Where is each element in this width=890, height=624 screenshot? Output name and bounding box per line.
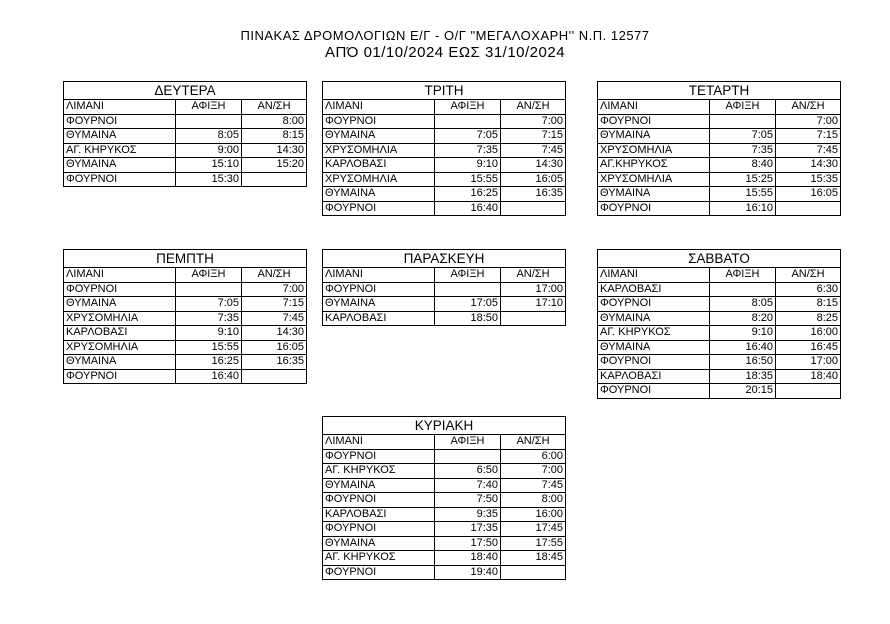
table-row (64, 355, 307, 370)
column-header-port: ΛΙΜΑΝΙ (64, 268, 176, 283)
port-cell: ΚΑΡΛΟΒΑΣΙ (323, 311, 435, 326)
departure-cell: 14:30 (242, 326, 307, 341)
port-cell: ΦΟΥΡΝΟΙ (323, 493, 435, 508)
port-cell: ΦΟΥΡΝΟΙ (598, 114, 710, 129)
day-heading: ΚΥΡΙΑΚΗ (323, 417, 566, 435)
table-row (64, 297, 307, 312)
column-header-departure: ΑΝ/ΣΗ (501, 100, 566, 115)
departure-cell: 16:00 (501, 507, 566, 522)
table-row (598, 340, 841, 355)
departure-cell: 16:05 (501, 172, 566, 187)
departure-cell: 7:45 (242, 311, 307, 326)
departure-cell: 8:00 (242, 114, 307, 129)
port-cell: ΘΥΜΑΙΝΑ (598, 187, 710, 202)
table-row (323, 478, 566, 493)
table-row (598, 282, 841, 297)
table-row (323, 493, 566, 508)
port-cell: ΑΓ.ΚΗΡΥΚΟΣ (598, 158, 710, 173)
port-cell: ΘΥΜΑΙΝΑ (323, 297, 435, 312)
port-cell: ΘΥΜΑΙΝΑ (323, 536, 435, 551)
port-cell: ΚΑΡΛΟΒΑΣΙ (323, 507, 435, 522)
arrival-cell: 15:55 (710, 187, 776, 202)
day-heading: ΣΑΒΒΑΤΟ (598, 250, 841, 268)
arrival-cell: 19:40 (435, 565, 501, 580)
column-header-row (323, 268, 566, 283)
port-cell: ΧΡΥΣΟΜΗΛΙΑ (64, 311, 176, 326)
departure-cell: 6:30 (776, 282, 841, 297)
table-row (64, 143, 307, 158)
arrival-cell: 9:10 (710, 326, 776, 341)
arrival-cell: 16:40 (176, 369, 242, 384)
table-row (323, 464, 566, 479)
departure-cell: 18:45 (501, 551, 566, 566)
table-row (598, 311, 841, 326)
port-cell: ΧΡΥΣΟΜΗΛΙΑ (598, 172, 710, 187)
port-cell: ΦΟΥΡΝΟΙ (323, 201, 435, 216)
arrival-cell: 16:10 (710, 201, 776, 216)
table-row (64, 282, 307, 297)
table-row (323, 158, 566, 173)
departure-cell: 17:55 (501, 536, 566, 551)
port-cell: ΑΓ. ΚΗΡΥΚΟΣ (64, 143, 176, 158)
column-header-row (323, 100, 566, 115)
departure-cell: 7:00 (776, 114, 841, 129)
departure-cell: 7:45 (501, 143, 566, 158)
column-header-row (64, 100, 307, 115)
arrival-cell: 16:25 (176, 355, 242, 370)
arrival-cell (435, 282, 501, 297)
table-row (323, 172, 566, 187)
column-header-departure: ΑΝ/ΣΗ (776, 268, 841, 283)
arrival-cell (710, 114, 776, 129)
arrival-cell: 9:10 (435, 158, 501, 173)
arrival-cell: 8:40 (710, 158, 776, 173)
schedule-table-wednesday (597, 81, 841, 216)
column-header-departure: ΑΝ/ΣΗ (501, 268, 566, 283)
column-header-arrival: ΑΦΙΞΗ (710, 268, 776, 283)
table-row (323, 201, 566, 216)
port-cell: ΧΡΥΣΟΜΗΛΙΑ (323, 172, 435, 187)
arrival-cell: 9:00 (176, 143, 242, 158)
schedule-table-thursday (63, 249, 307, 384)
table-row (598, 143, 841, 158)
table-row (64, 326, 307, 341)
departure-cell: 16:05 (776, 187, 841, 202)
departure-cell (242, 172, 307, 187)
schedule-table-sunday (322, 416, 566, 580)
departure-cell: 17:10 (501, 297, 566, 312)
arrival-cell: 16:50 (710, 355, 776, 370)
arrival-cell (435, 114, 501, 129)
port-cell: ΦΟΥΡΝΟΙ (64, 369, 176, 384)
departure-cell: 14:30 (242, 143, 307, 158)
departure-cell: 8:15 (242, 129, 307, 144)
port-cell: ΚΑΡΛΟΒΑΣΙ (323, 158, 435, 173)
table-row (323, 129, 566, 144)
table-row (323, 187, 566, 202)
table-row (598, 201, 841, 216)
column-header-row (598, 268, 841, 283)
day-heading: ΠΕΜΠΤΗ (64, 250, 307, 268)
departure-cell: 15:20 (242, 158, 307, 173)
port-cell: ΘΥΜΑΙΝΑ (598, 340, 710, 355)
column-header-port: ΛΙΜΑΝΙ (323, 268, 435, 283)
departure-cell: 7:15 (242, 297, 307, 312)
departure-cell (242, 369, 307, 384)
arrival-cell: 15:30 (176, 172, 242, 187)
arrival-cell: 7:40 (435, 478, 501, 493)
table-row (598, 187, 841, 202)
departure-cell: 16:35 (501, 187, 566, 202)
table-row (64, 369, 307, 384)
departure-cell: 7:15 (501, 129, 566, 144)
port-cell: ΦΟΥΡΝΟΙ (323, 282, 435, 297)
departure-cell: 6:00 (501, 449, 566, 464)
departure-cell (776, 384, 841, 399)
port-cell: ΘΥΜΑΙΝΑ (598, 311, 710, 326)
table-row (323, 507, 566, 522)
port-cell: ΑΓ. ΚΗΡΥΚΟΣ (323, 464, 435, 479)
column-header-arrival: ΑΦΙΞΗ (710, 100, 776, 115)
port-cell: ΘΥΜΑΙΝΑ (64, 158, 176, 173)
departure-cell (501, 311, 566, 326)
port-cell: ΘΥΜΑΙΝΑ (323, 187, 435, 202)
port-cell: ΘΥΜΑΙΝΑ (64, 297, 176, 312)
port-cell: ΘΥΜΑΙΝΑ (323, 478, 435, 493)
schedule-table-tuesday (322, 81, 566, 216)
arrival-cell: 7:05 (435, 129, 501, 144)
arrival-cell: 16:40 (710, 340, 776, 355)
table-row (323, 449, 566, 464)
port-cell: ΦΟΥΡΝΟΙ (323, 449, 435, 464)
table-row (598, 129, 841, 144)
arrival-cell: 18:50 (435, 311, 501, 326)
departure-cell: 14:30 (501, 158, 566, 173)
arrival-cell: 6:50 (435, 464, 501, 479)
port-cell: ΘΥΜΑΙΝΑ (598, 129, 710, 144)
arrival-cell: 15:55 (435, 172, 501, 187)
arrival-cell: 7:35 (435, 143, 501, 158)
port-cell: ΧΡΥΣΟΜΗΛΙΑ (598, 143, 710, 158)
column-header-arrival: ΑΦΙΞΗ (435, 268, 501, 283)
table-row (64, 172, 307, 187)
column-header-port: ΛΙΜΑΝΙ (598, 268, 710, 283)
table-row (323, 143, 566, 158)
arrival-cell: 17:50 (435, 536, 501, 551)
port-cell: ΧΡΥΣΟΜΗΛΙΑ (323, 143, 435, 158)
departure-cell: 7:00 (501, 114, 566, 129)
schedule-table-saturday (597, 249, 841, 399)
port-cell: ΧΡΥΣΟΜΗΛΙΑ (64, 340, 176, 355)
departure-cell: 17:00 (776, 355, 841, 370)
table-row (64, 114, 307, 129)
departure-cell: 8:25 (776, 311, 841, 326)
table-row (598, 384, 841, 399)
column-header-departure: ΑΝ/ΣΗ (776, 100, 841, 115)
arrival-cell: 18:35 (710, 369, 776, 384)
port-cell: ΦΟΥΡΝΟΙ (598, 297, 710, 312)
table-row (323, 522, 566, 537)
departure-cell: 16:00 (776, 326, 841, 341)
arrival-cell: 8:05 (176, 129, 242, 144)
table-row (598, 172, 841, 187)
table-row (64, 129, 307, 144)
departure-cell: 16:35 (242, 355, 307, 370)
port-cell: ΚΑΡΛΟΒΑΣΙ (598, 282, 710, 297)
arrival-cell: 9:10 (176, 326, 242, 341)
departure-cell: 16:05 (242, 340, 307, 355)
table-row (323, 536, 566, 551)
port-cell: ΦΟΥΡΝΟΙ (323, 565, 435, 580)
departure-cell: 18:40 (776, 369, 841, 384)
table-row (64, 311, 307, 326)
arrival-cell: 9:35 (435, 507, 501, 522)
arrival-cell: 8:05 (710, 297, 776, 312)
table-row (598, 326, 841, 341)
table-row (598, 114, 841, 129)
port-cell: ΦΟΥΡΝΟΙ (64, 114, 176, 129)
column-header-port: ΛΙΜΑΝΙ (598, 100, 710, 115)
port-cell: ΘΥΜΑΙΝΑ (64, 355, 176, 370)
departure-cell (501, 201, 566, 216)
arrival-cell (176, 282, 242, 297)
column-header-departure: ΑΝ/ΣΗ (242, 100, 307, 115)
table-row (323, 114, 566, 129)
departure-cell: 16:45 (776, 340, 841, 355)
table-row (64, 340, 307, 355)
departure-cell (776, 201, 841, 216)
port-cell: ΘΥΜΑΙΝΑ (323, 129, 435, 144)
column-header-port: ΛΙΜΑΝΙ (323, 100, 435, 115)
arrival-cell: 7:50 (435, 493, 501, 508)
port-cell: ΦΟΥΡΝΟΙ (323, 114, 435, 129)
arrival-cell: 16:40 (435, 201, 501, 216)
table-row (323, 297, 566, 312)
departure-cell: 8:00 (501, 493, 566, 508)
arrival-cell (435, 449, 501, 464)
schedule-table-friday (322, 249, 566, 326)
port-cell: ΦΟΥΡΝΟΙ (323, 522, 435, 537)
day-heading: ΤΡΙΤΗ (323, 82, 566, 100)
port-cell: ΚΑΡΛΟΒΑΣΙ (64, 326, 176, 341)
column-header-port: ΛΙΜΑΝΙ (64, 100, 176, 115)
port-cell: ΦΟΥΡΝΟΙ (64, 172, 176, 187)
arrival-cell: 15:10 (176, 158, 242, 173)
departure-cell: 7:45 (776, 143, 841, 158)
table-row (64, 158, 307, 173)
arrival-cell: 17:35 (435, 522, 501, 537)
port-cell: ΑΓ. ΚΗΡΥΚΟΣ (598, 326, 710, 341)
table-row (598, 158, 841, 173)
departure-cell: 7:15 (776, 129, 841, 144)
column-header-arrival: ΑΦΙΞΗ (176, 268, 242, 283)
arrival-cell: 7:05 (710, 129, 776, 144)
departure-cell: 7:45 (501, 478, 566, 493)
port-cell: ΦΟΥΡΝΟΙ (598, 201, 710, 216)
table-row (323, 282, 566, 297)
arrival-cell (176, 114, 242, 129)
departure-cell: 7:00 (242, 282, 307, 297)
table-row (323, 311, 566, 326)
port-cell: ΦΟΥΡΝΟΙ (64, 282, 176, 297)
arrival-cell (710, 282, 776, 297)
column-header-departure: ΑΝ/ΣΗ (501, 435, 566, 450)
arrival-cell: 16:25 (435, 187, 501, 202)
day-heading: ΠΑΡΑΣΚΕΥΗ (323, 250, 566, 268)
day-heading: ΔΕΥΤΕΡΑ (64, 82, 307, 100)
date-range: ΑΠΌ 01/10/2024 ΕΩΣ 31/10/2024 (324, 44, 566, 61)
column-header-row (64, 268, 307, 283)
table-row (598, 355, 841, 370)
column-header-arrival: ΑΦΙΞΗ (435, 100, 501, 115)
arrival-cell: 8:20 (710, 311, 776, 326)
port-cell: ΘΥΜΑΙΝΑ (64, 129, 176, 144)
port-cell: ΚΑΡΛΟΒΑΣΙ (598, 369, 710, 384)
document-title: ΠΙΝΑΚΑΣ ΔΡΟΜΟΛΟΓΙΩΝ Ε/Γ - Ο/Γ "ΜΕΓΑΛΟΧΑΡΗ'' Ν.Π. 12577 (240, 28, 650, 43)
arrival-cell: 7:05 (176, 297, 242, 312)
column-header-arrival: ΑΦΙΞΗ (176, 100, 242, 115)
day-heading: ΤΕΤΑΡΤΗ (598, 82, 841, 100)
arrival-cell: 7:35 (710, 143, 776, 158)
port-cell: ΦΟΥΡΝΟΙ (598, 355, 710, 370)
departure-cell: 8:15 (776, 297, 841, 312)
table-row (598, 297, 841, 312)
departure-cell: 17:00 (501, 282, 566, 297)
departure-cell: 17:45 (501, 522, 566, 537)
column-header-arrival: ΑΦΙΞΗ (435, 435, 501, 450)
arrival-cell: 18:40 (435, 551, 501, 566)
departure-cell: 7:00 (501, 464, 566, 479)
arrival-cell: 15:55 (176, 340, 242, 355)
port-cell: ΦΟΥΡΝΟΙ (598, 384, 710, 399)
column-header-departure: ΑΝ/ΣΗ (242, 268, 307, 283)
table-row (323, 551, 566, 566)
departure-cell: 14:30 (776, 158, 841, 173)
departure-cell: 15:35 (776, 172, 841, 187)
arrival-cell: 17:05 (435, 297, 501, 312)
table-row (323, 565, 566, 580)
column-header-port: ΛΙΜΑΝΙ (323, 435, 435, 450)
column-header-row (323, 435, 566, 450)
column-header-row (598, 100, 841, 115)
departure-cell (501, 565, 566, 580)
port-cell: ΑΓ. ΚΗΡΥΚΟΣ (323, 551, 435, 566)
arrival-cell: 7:35 (176, 311, 242, 326)
schedule-table-monday (63, 81, 307, 187)
arrival-cell: 15:25 (710, 172, 776, 187)
table-row (598, 369, 841, 384)
arrival-cell: 20:15 (710, 384, 776, 399)
